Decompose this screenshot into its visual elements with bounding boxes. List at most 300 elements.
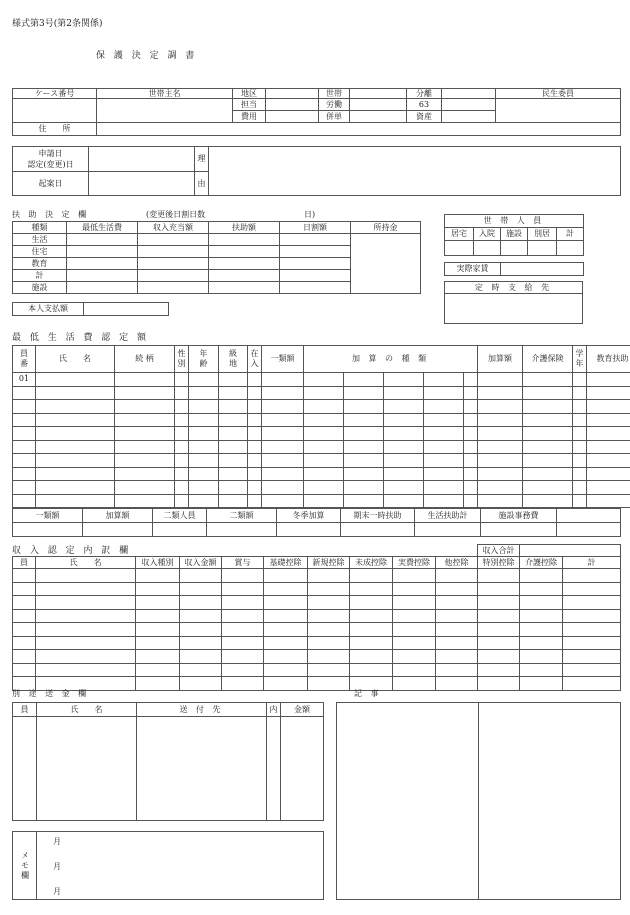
min-living-cell[interactable] — [219, 454, 248, 468]
members-hospital-field[interactable] — [474, 241, 501, 256]
income-cell[interactable] — [436, 609, 478, 623]
min-living-cell[interactable] — [248, 467, 262, 481]
min-living-cell[interactable] — [424, 467, 464, 481]
min-living-cell[interactable] — [344, 373, 384, 387]
min-living-cell[interactable] — [464, 454, 478, 468]
min-living-cell[interactable] — [523, 454, 573, 468]
income-cell[interactable] — [136, 636, 180, 650]
income-cell[interactable] — [222, 582, 264, 596]
min-living-cell[interactable] — [384, 373, 424, 387]
min-living-cell[interactable] — [262, 440, 304, 454]
min-living-cell[interactable] — [344, 440, 384, 454]
min-living-cell[interactable] — [219, 386, 248, 400]
min-living-cell[interactable] — [115, 494, 175, 508]
income-cell[interactable] — [180, 623, 222, 637]
aid-cell[interactable] — [209, 246, 280, 258]
min-living-cell[interactable] — [587, 413, 630, 427]
min-living-cell[interactable] — [248, 454, 262, 468]
income-cell[interactable] — [180, 636, 222, 650]
min-living-cell[interactable] — [262, 413, 304, 427]
min-living-cell[interactable] — [573, 440, 587, 454]
classification-field[interactable] — [442, 89, 496, 99]
min-living-cell[interactable] — [587, 400, 630, 414]
income-cell[interactable] — [563, 623, 621, 637]
min-living-cell[interactable] — [424, 427, 464, 441]
memo-field[interactable] — [37, 832, 324, 900]
min-living-cell[interactable] — [587, 494, 630, 508]
min-living-cell[interactable] — [344, 386, 384, 400]
income-cell[interactable] — [350, 609, 393, 623]
income-cell[interactable] — [350, 623, 393, 637]
aid-cell[interactable] — [67, 282, 138, 294]
min-living-cell[interactable] — [573, 386, 587, 400]
min-living-cell[interactable] — [424, 440, 464, 454]
total-field[interactable] — [557, 523, 621, 537]
min-living-cell[interactable] — [573, 494, 587, 508]
income-cell[interactable] — [136, 677, 180, 691]
income-cell[interactable] — [350, 663, 393, 677]
min-living-cell[interactable] — [384, 427, 424, 441]
income-cell[interactable] — [222, 569, 264, 583]
income-cell[interactable] — [436, 677, 478, 691]
class-value-field[interactable] — [442, 99, 496, 111]
income-cell[interactable] — [180, 663, 222, 677]
income-cell[interactable] — [393, 650, 436, 664]
min-living-cell[interactable] — [175, 494, 189, 508]
min-living-cell[interactable] — [304, 454, 344, 468]
min-living-cell[interactable] — [175, 481, 189, 495]
income-cell[interactable] — [308, 677, 350, 691]
min-living-cell[interactable] — [262, 494, 304, 508]
income-cell[interactable] — [180, 650, 222, 664]
labor-field[interactable] — [350, 99, 407, 111]
income-cell[interactable] — [563, 596, 621, 610]
remit-name-field[interactable] — [37, 717, 137, 821]
min-living-cell[interactable] — [189, 467, 219, 481]
min-living-cell[interactable] — [587, 454, 630, 468]
payment-destination-field[interactable] — [445, 294, 583, 324]
min-living-cell[interactable] — [189, 386, 219, 400]
min-living-cell[interactable] — [262, 386, 304, 400]
income-cell[interactable] — [36, 582, 136, 596]
min-living-cell[interactable] — [36, 440, 115, 454]
aid-cell[interactable] — [209, 282, 280, 294]
income-cell[interactable] — [393, 582, 436, 596]
income-cell[interactable] — [393, 596, 436, 610]
min-living-cell[interactable] — [36, 400, 115, 414]
district-field[interactable] — [266, 89, 319, 99]
self-payment-field[interactable] — [84, 303, 169, 316]
income-cell[interactable] — [308, 569, 350, 583]
income-cell[interactable] — [136, 663, 180, 677]
income-cell[interactable] — [520, 636, 563, 650]
min-living-cell[interactable] — [344, 427, 384, 441]
remit-member-field[interactable] — [13, 717, 37, 821]
min-living-cell[interactable] — [36, 454, 115, 468]
min-living-cell[interactable] — [424, 454, 464, 468]
aid-cell[interactable] — [138, 270, 209, 282]
min-living-cell[interactable] — [587, 386, 630, 400]
min-living-cell[interactable] — [36, 427, 115, 441]
income-cell[interactable] — [350, 650, 393, 664]
member-number-cell[interactable] — [13, 467, 36, 481]
min-living-cell[interactable] — [478, 427, 523, 441]
income-cell[interactable] — [350, 677, 393, 691]
address-field[interactable] — [97, 123, 621, 136]
income-cell[interactable] — [478, 596, 520, 610]
income-cell[interactable] — [264, 596, 308, 610]
aid-cell[interactable] — [67, 258, 138, 270]
min-living-cell[interactable] — [344, 400, 384, 414]
min-living-cell[interactable] — [464, 413, 478, 427]
income-cell[interactable] — [180, 569, 222, 583]
income-cell[interactable] — [520, 596, 563, 610]
income-cell[interactable] — [264, 609, 308, 623]
income-cell[interactable] — [264, 569, 308, 583]
min-living-cell[interactable] — [304, 373, 344, 387]
aid-cell[interactable] — [138, 234, 209, 246]
income-cell[interactable] — [136, 650, 180, 664]
member-number-cell[interactable] — [13, 494, 36, 508]
income-cell[interactable] — [436, 636, 478, 650]
min-living-cell[interactable] — [384, 494, 424, 508]
min-living-cell[interactable] — [573, 481, 587, 495]
min-living-cell[interactable] — [464, 400, 478, 414]
income-cell[interactable] — [478, 609, 520, 623]
total-field[interactable] — [341, 523, 415, 537]
min-living-cell[interactable] — [573, 400, 587, 414]
income-cell[interactable] — [308, 623, 350, 637]
min-living-cell[interactable] — [304, 481, 344, 495]
income-cell[interactable] — [36, 650, 136, 664]
aid-cell[interactable] — [67, 246, 138, 258]
income-cell[interactable] — [563, 582, 621, 596]
min-living-cell[interactable] — [424, 386, 464, 400]
min-living-cell[interactable] — [115, 427, 175, 441]
min-living-cell[interactable] — [523, 373, 573, 387]
min-living-cell[interactable] — [384, 386, 424, 400]
min-living-cell[interactable] — [523, 494, 573, 508]
total-field[interactable] — [207, 523, 277, 537]
income-cell[interactable] — [36, 569, 136, 583]
aid-cell[interactable] — [280, 270, 351, 282]
income-cell[interactable] — [13, 569, 36, 583]
min-living-cell[interactable] — [115, 467, 175, 481]
income-cell[interactable] — [478, 677, 520, 691]
income-cell[interactable] — [13, 663, 36, 677]
income-cell[interactable] — [350, 582, 393, 596]
min-living-cell[interactable] — [344, 454, 384, 468]
income-cell[interactable] — [13, 636, 36, 650]
min-living-cell[interactable] — [175, 400, 189, 414]
income-cell[interactable] — [436, 623, 478, 637]
min-living-cell[interactable] — [115, 440, 175, 454]
members-separate-field[interactable] — [528, 241, 557, 256]
income-cell[interactable] — [13, 677, 36, 691]
min-living-cell[interactable] — [573, 454, 587, 468]
income-cell[interactable] — [478, 582, 520, 596]
min-living-cell[interactable] — [304, 386, 344, 400]
income-cell[interactable] — [350, 569, 393, 583]
remit-destination-field[interactable] — [137, 717, 267, 821]
income-cell[interactable] — [563, 663, 621, 677]
members-facility-field[interactable] — [501, 241, 528, 256]
income-cell[interactable] — [264, 650, 308, 664]
income-cell[interactable] — [308, 582, 350, 596]
income-cell[interactable] — [478, 636, 520, 650]
income-cell[interactable] — [136, 582, 180, 596]
min-living-cell[interactable] — [248, 413, 262, 427]
min-living-cell[interactable] — [344, 494, 384, 508]
min-living-cell[interactable] — [523, 481, 573, 495]
min-living-cell[interactable] — [115, 386, 175, 400]
min-living-cell[interactable] — [189, 454, 219, 468]
min-living-cell[interactable] — [36, 467, 115, 481]
member-number-cell[interactable] — [13, 413, 36, 427]
income-cell[interactable] — [222, 623, 264, 637]
min-living-cell[interactable] — [189, 481, 219, 495]
expense-field[interactable] — [266, 111, 319, 123]
min-living-cell[interactable] — [189, 400, 219, 414]
min-living-cell[interactable] — [523, 386, 573, 400]
min-living-cell[interactable] — [424, 373, 464, 387]
income-cell[interactable] — [222, 650, 264, 664]
min-living-cell[interactable] — [573, 467, 587, 481]
min-living-cell[interactable] — [523, 440, 573, 454]
min-living-cell[interactable] — [478, 400, 523, 414]
aid-cell[interactable] — [138, 246, 209, 258]
income-cell[interactable] — [393, 609, 436, 623]
min-living-cell[interactable] — [189, 494, 219, 508]
cash-held-field[interactable] — [351, 234, 421, 294]
income-cell[interactable] — [13, 609, 36, 623]
income-cell[interactable] — [36, 677, 136, 691]
notes-field-left[interactable] — [337, 703, 479, 900]
aid-cell[interactable] — [209, 258, 280, 270]
income-cell[interactable] — [563, 569, 621, 583]
min-living-cell[interactable] — [523, 427, 573, 441]
min-living-cell[interactable] — [384, 454, 424, 468]
income-cell[interactable] — [478, 663, 520, 677]
min-living-cell[interactable] — [464, 373, 478, 387]
application-date-field[interactable] — [89, 147, 195, 172]
members-home-field[interactable] — [445, 241, 474, 256]
min-living-cell[interactable] — [219, 467, 248, 481]
income-cell[interactable] — [13, 596, 36, 610]
income-cell[interactable] — [436, 663, 478, 677]
income-cell[interactable] — [350, 636, 393, 650]
total-field[interactable] — [13, 523, 83, 537]
min-living-cell[interactable] — [384, 413, 424, 427]
min-living-cell[interactable] — [304, 440, 344, 454]
income-cell[interactable] — [13, 582, 36, 596]
income-cell[interactable] — [393, 623, 436, 637]
min-living-cell[interactable] — [219, 373, 248, 387]
members-total-field[interactable] — [557, 241, 584, 256]
aid-cell[interactable] — [280, 246, 351, 258]
min-living-cell[interactable] — [424, 400, 464, 414]
case-number-field[interactable] — [13, 99, 97, 123]
min-living-cell[interactable] — [189, 413, 219, 427]
min-living-cell[interactable] — [219, 413, 248, 427]
welfare-commissioner-field[interactable] — [496, 99, 621, 123]
min-living-cell[interactable] — [384, 440, 424, 454]
income-cell[interactable] — [563, 609, 621, 623]
income-cell[interactable] — [136, 596, 180, 610]
income-cell[interactable] — [136, 569, 180, 583]
income-cell[interactable] — [222, 636, 264, 650]
income-cell[interactable] — [136, 623, 180, 637]
income-cell[interactable] — [180, 582, 222, 596]
min-living-cell[interactable] — [424, 481, 464, 495]
min-living-cell[interactable] — [464, 467, 478, 481]
income-cell[interactable] — [393, 663, 436, 677]
income-cell[interactable] — [180, 609, 222, 623]
aid-cell[interactable] — [67, 234, 138, 246]
income-cell[interactable] — [13, 623, 36, 637]
min-living-cell[interactable] — [587, 440, 630, 454]
income-cell[interactable] — [222, 596, 264, 610]
min-living-cell[interactable] — [587, 427, 630, 441]
min-living-cell[interactable] — [248, 373, 262, 387]
income-cell[interactable] — [180, 677, 222, 691]
income-cell[interactable] — [563, 677, 621, 691]
min-living-cell[interactable] — [175, 467, 189, 481]
min-living-cell[interactable] — [523, 413, 573, 427]
income-cell[interactable] — [222, 677, 264, 691]
assets-field[interactable] — [442, 111, 496, 123]
aid-cell[interactable] — [209, 270, 280, 282]
min-living-cell[interactable] — [478, 386, 523, 400]
income-cell[interactable] — [13, 650, 36, 664]
min-living-cell[interactable] — [175, 454, 189, 468]
min-living-cell[interactable] — [219, 427, 248, 441]
min-living-cell[interactable] — [262, 400, 304, 414]
min-living-cell[interactable] — [262, 481, 304, 495]
in-charge-field[interactable] — [266, 99, 319, 111]
draft-date-field[interactable] — [89, 172, 195, 196]
income-cell[interactable] — [264, 623, 308, 637]
member-number-cell[interactable] — [13, 440, 36, 454]
household-head-field[interactable] — [97, 99, 233, 123]
income-cell[interactable] — [520, 609, 563, 623]
income-total-field[interactable] — [520, 545, 621, 557]
member-number-cell[interactable] — [13, 481, 36, 495]
min-living-cell[interactable] — [262, 467, 304, 481]
income-cell[interactable] — [520, 569, 563, 583]
min-living-cell[interactable] — [36, 494, 115, 508]
min-living-cell[interactable] — [304, 427, 344, 441]
min-living-cell[interactable] — [189, 427, 219, 441]
household-field[interactable] — [350, 89, 407, 99]
min-living-cell[interactable] — [464, 440, 478, 454]
reason-field[interactable] — [209, 147, 621, 196]
income-cell[interactable] — [393, 636, 436, 650]
min-living-cell[interactable] — [344, 413, 384, 427]
income-cell[interactable] — [520, 582, 563, 596]
min-living-cell[interactable] — [587, 373, 630, 387]
min-living-cell[interactable] — [115, 454, 175, 468]
aid-cell[interactable] — [280, 282, 351, 294]
min-living-cell[interactable] — [478, 494, 523, 508]
min-living-cell[interactable] — [248, 440, 262, 454]
min-living-cell[interactable] — [248, 400, 262, 414]
min-living-cell[interactable] — [344, 467, 384, 481]
min-living-cell[interactable] — [189, 373, 219, 387]
aid-cell[interactable] — [67, 270, 138, 282]
income-cell[interactable] — [308, 663, 350, 677]
income-cell[interactable] — [222, 663, 264, 677]
notes-field-right[interactable] — [479, 703, 621, 900]
min-living-cell[interactable] — [248, 494, 262, 508]
income-cell[interactable] — [478, 569, 520, 583]
total-field[interactable] — [83, 523, 153, 537]
remit-amount-field[interactable] — [281, 717, 324, 821]
min-living-cell[interactable] — [304, 413, 344, 427]
income-cell[interactable] — [520, 677, 563, 691]
total-field[interactable] — [153, 523, 207, 537]
min-living-cell[interactable] — [115, 373, 175, 387]
min-living-cell[interactable] — [175, 440, 189, 454]
min-living-cell[interactable] — [304, 494, 344, 508]
aid-cell[interactable] — [280, 258, 351, 270]
income-cell[interactable] — [350, 596, 393, 610]
min-living-cell[interactable] — [523, 467, 573, 481]
member-number-cell[interactable] — [13, 427, 36, 441]
income-cell[interactable] — [436, 650, 478, 664]
total-field[interactable] — [277, 523, 341, 537]
income-cell[interactable] — [264, 677, 308, 691]
income-cell[interactable] — [436, 569, 478, 583]
min-living-cell[interactable] — [115, 400, 175, 414]
min-living-cell[interactable] — [262, 427, 304, 441]
min-living-cell[interactable] — [189, 440, 219, 454]
min-living-cell[interactable] — [523, 400, 573, 414]
min-living-cell[interactable] — [219, 481, 248, 495]
min-living-cell[interactable] — [304, 400, 344, 414]
income-cell[interactable] — [393, 677, 436, 691]
member-number-cell[interactable] — [13, 400, 36, 414]
income-cell[interactable] — [264, 636, 308, 650]
min-living-cell[interactable] — [219, 440, 248, 454]
income-cell[interactable] — [136, 609, 180, 623]
min-living-cell[interactable] — [175, 413, 189, 427]
min-living-cell[interactable] — [344, 481, 384, 495]
min-living-cell[interactable] — [175, 386, 189, 400]
min-living-cell[interactable] — [587, 467, 630, 481]
min-living-cell[interactable] — [478, 454, 523, 468]
min-living-cell[interactable] — [175, 373, 189, 387]
min-living-cell[interactable] — [573, 427, 587, 441]
income-cell[interactable] — [563, 650, 621, 664]
min-living-cell[interactable] — [304, 467, 344, 481]
min-living-cell[interactable] — [36, 413, 115, 427]
income-cell[interactable] — [308, 636, 350, 650]
min-living-cell[interactable] — [115, 481, 175, 495]
min-living-cell[interactable] — [36, 481, 115, 495]
min-living-cell[interactable] — [262, 454, 304, 468]
member-number-first[interactable]: 01 — [13, 373, 36, 387]
aid-cell[interactable] — [138, 258, 209, 270]
total-field[interactable] — [415, 523, 481, 537]
min-living-cell[interactable] — [219, 494, 248, 508]
income-cell[interactable] — [563, 636, 621, 650]
min-living-cell[interactable] — [36, 373, 115, 387]
income-cell[interactable] — [264, 663, 308, 677]
actual-rent-field[interactable] — [501, 263, 584, 276]
min-living-cell[interactable] — [384, 400, 424, 414]
min-living-cell[interactable] — [175, 427, 189, 441]
